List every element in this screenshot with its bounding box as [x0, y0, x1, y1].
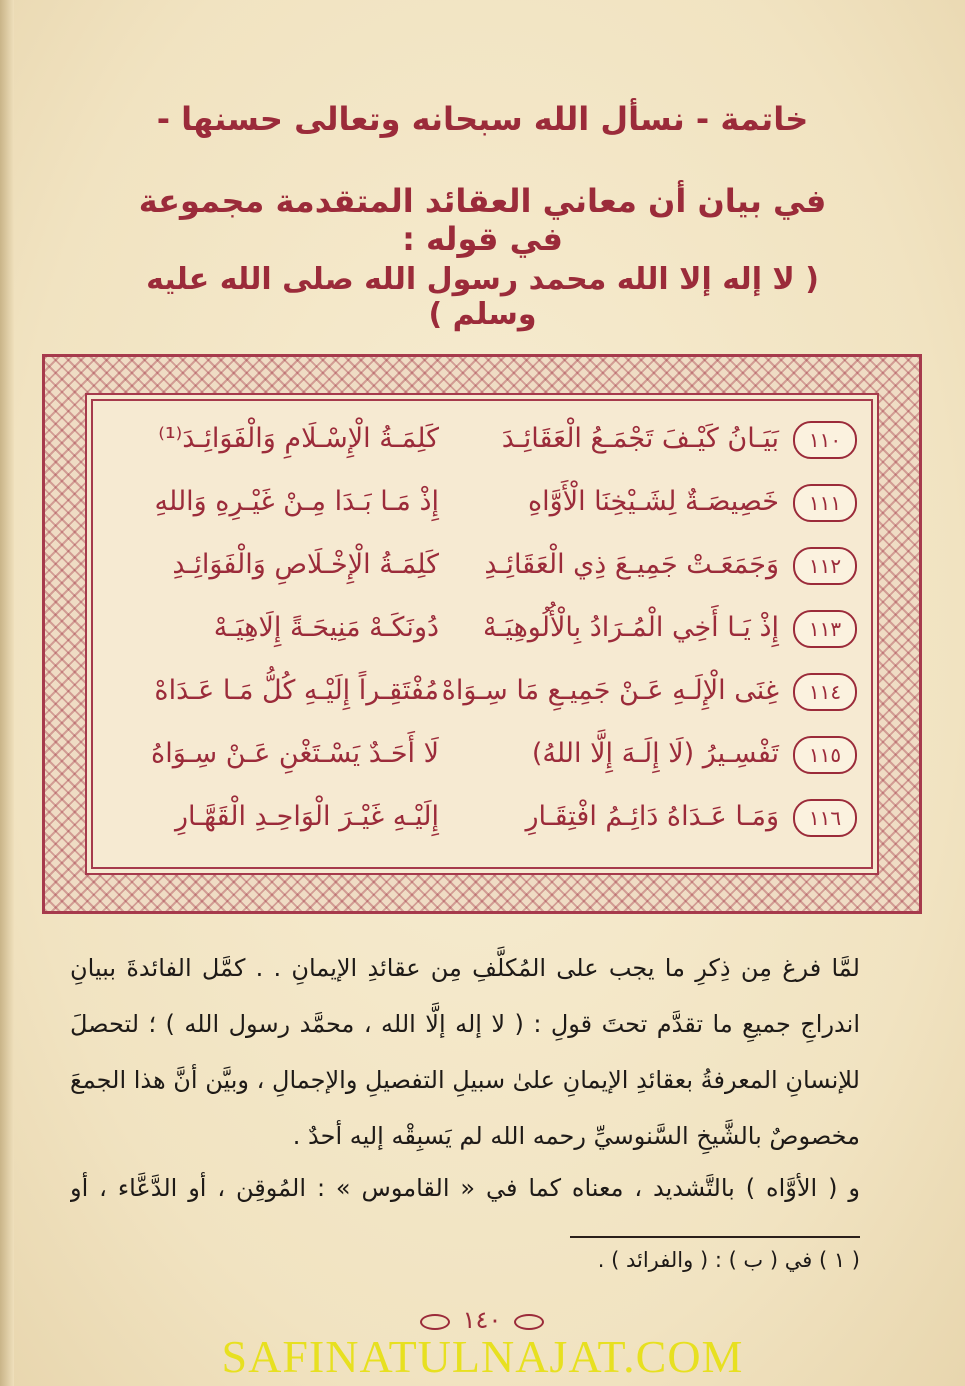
verse-number: ١١٠ [793, 421, 857, 459]
verse-second-hemistich: إِذْ مَـا بَـدَا مِـنْ غَيْـرِهِ وَاللهِ [154, 486, 439, 517]
verse-row [93, 791, 871, 851]
verse-second-hemistich: إِلَيْـهِ غَيْـرَ الْوَاحِـدِ الْقَهَّـارِ [174, 801, 439, 832]
verse-first-hemistich: بَيَـانُ كَيْـفَ تَجْمَـعُ الْعَقَائِـدَ [501, 423, 779, 454]
verse-number: ١١١ [793, 484, 857, 522]
commentary-paragraph: لمَّا فرغ مِن ذِكرِ ما يجب على المُكلَّفِ مِن عقائدِ الإيمانِ . . كمَّل الفائدةَ ببيانِ اندراجِ جميعِ ما تقدَّم تحتَ قولِ : ( لا إله إلَّا الله ، محمَّد رسول الله ) ؛ لتحصلَ للإنسانِ المعرفةُ بعقائدِ الإيمانِ علىٰ سبيلِ التفصيلِ والإجمالِ ، وبيَّن أنَّ هذا الجمعَ مخصوصٌ بالشَّيخِ السَّنوسيِّ رحمه الله لم يَسبِقْه إليه أحدٌ . [70, 954, 860, 1150]
verse-number: ١١٣ [793, 610, 857, 648]
chapter-subtitle: في بيان أن معاني العقائد المتقدمة مجموعة في قوله : [138, 182, 827, 258]
footnote: ( ١ ) في ( ب ) : ( والفرائد ) . [597, 1248, 860, 1272]
verse-number: ١١٢ [793, 547, 857, 585]
verse-second-hemistich: دُونَكَـهْ مَنِيحَـةً إِلَاهِيَـهْ [213, 612, 439, 643]
page-number: ١٤٠ [420, 1302, 544, 1338]
book-spine-shadow [0, 0, 14, 1386]
verse-first-hemistich: تَفْسِـيرُ (لَا إِلَـهَ إِلَّا اللهُ) [531, 738, 779, 769]
verse-second-hemistich: كَلِمَـةُ الْإِسْـلَامِ وَالْفَوَائِـدَ⁽¹⁾ [158, 423, 439, 454]
verse-first-hemistich: وَجَمَعَـتْ جَمِيـعَ ذِي الْعَقَائِـدِ [484, 549, 779, 580]
verse-second-hemistich: كَلِمَـةُ الْإِخْـلَاصِ وَالْفَوَائِـدِ [172, 549, 439, 580]
verse-first-hemistich: وَمَـا عَـدَاهُ دَائِـمُ افْتِقَـارِ [525, 801, 779, 832]
verse-first-hemistich: إِذْ يَـا أَخِي الْمُـرَادُ بِالْأُلُوهِيَـهْ [483, 612, 779, 643]
verse-number: ١١٥ [793, 736, 857, 774]
verse-number: ١١٦ [793, 799, 857, 837]
verse-first-hemistich: غِنَى الْإِلَـهِ عَـنْ جَمِيـعِ مَا سِـوَاهْ [441, 675, 779, 706]
verse-row [93, 539, 871, 599]
verse-row [93, 728, 871, 788]
watermark: SAFINATULNAJAT.COM [221, 1331, 744, 1382]
verse-row [93, 665, 871, 725]
footnote-divider [570, 1236, 860, 1238]
verses-panel [91, 399, 873, 869]
verse-number: ١١٤ [793, 673, 857, 711]
verse-row [93, 602, 871, 662]
chapter-phrase: ( لا إله إلا الله محمد رسول الله صلى الله عليه وسلم ) [146, 262, 819, 332]
ornamental-frame [42, 354, 922, 914]
verse-second-hemistich: مُفْتَقِـراً إِلَيْـهِ كُلُّ مَـا عَـدَاهْ [154, 675, 439, 706]
verse-second-hemistich: لَا أَحَـدٌ يَسْـتَغْنِ عَـنْ سِـوَاهُ [151, 738, 439, 769]
commentary-paragraph-2: و ( الأوَّاه ) بالتَّشديد ، معناه كما في « القاموس » : المُوقِن ، أو الدَّعَّاء ، أو [70, 1174, 860, 1202]
verse-row [93, 413, 871, 473]
verse-first-hemistich: خَصِيصَـةٌ لِشَـيْخِنَا الْأَوَّاهِ [528, 486, 779, 517]
verse-row [93, 476, 871, 536]
chapter-title: خاتمة - نسأل الله سبحانه وتعالى حسنها - [156, 100, 809, 138]
